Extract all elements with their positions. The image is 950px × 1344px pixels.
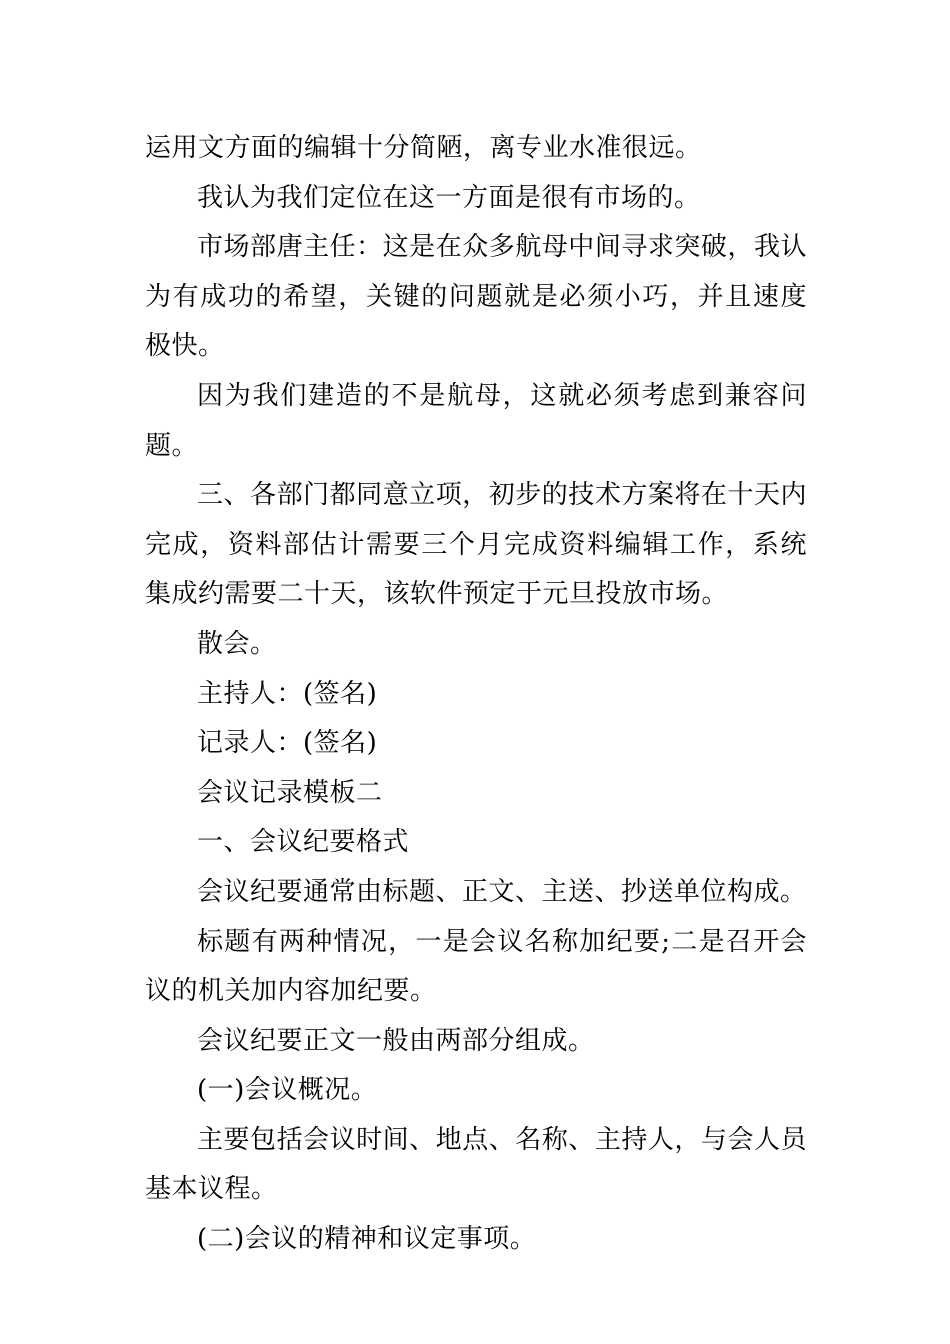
paragraph: 会议纪要通常由标题、正文、主送、抄送单位构成。 <box>197 876 807 907</box>
paragraph: 会议纪要正文一般由两部分组成。 <box>197 1025 595 1056</box>
paragraph: 标题有两种情况，一是会议名称加纪要;二是召开会议的机关加内容加纪要。 <box>145 926 807 1007</box>
paragraph: 主要包括会议时间、地点、名称、主持人，与会人员基本议程。 <box>145 1124 807 1205</box>
paragraph: 市场部唐主任：这是在众多航母中间寻求突破，我认为有成功的希望，关键的问题就是必须小巧，并且速度极快。 <box>145 232 807 362</box>
section-heading: 会议记录模板二 <box>197 777 383 808</box>
subsection-heading: 一、会议纪要格式 <box>197 827 410 858</box>
recorder-signature-line: 记录人：(签名) <box>197 728 378 759</box>
paragraph: 散会。 <box>197 628 277 659</box>
paragraph: 因为我们建造的不是航母，这就必须考虑到兼容问题。 <box>145 380 807 461</box>
list-heading: (一)会议概况。 <box>197 1075 378 1106</box>
document-body <box>145 124 807 1265</box>
paragraph-continuation: 运用文方面的编辑十分简陋，离专业水准很远。 <box>145 133 702 163</box>
host-signature-line: 主持人：(签名) <box>197 678 378 709</box>
paragraph: 我认为我们定位在这一方面是很有市场的。 <box>197 182 701 213</box>
paragraph: 三、各部门都同意立项，初步的技术方案将在十天内完成，资料部估计需要三个月完成资料编辑工作，系统集成约需要二十天，该软件预定于元旦投放市场。 <box>145 480 807 610</box>
list-heading: (二)会议的精神和议定事项。 <box>197 1224 537 1255</box>
